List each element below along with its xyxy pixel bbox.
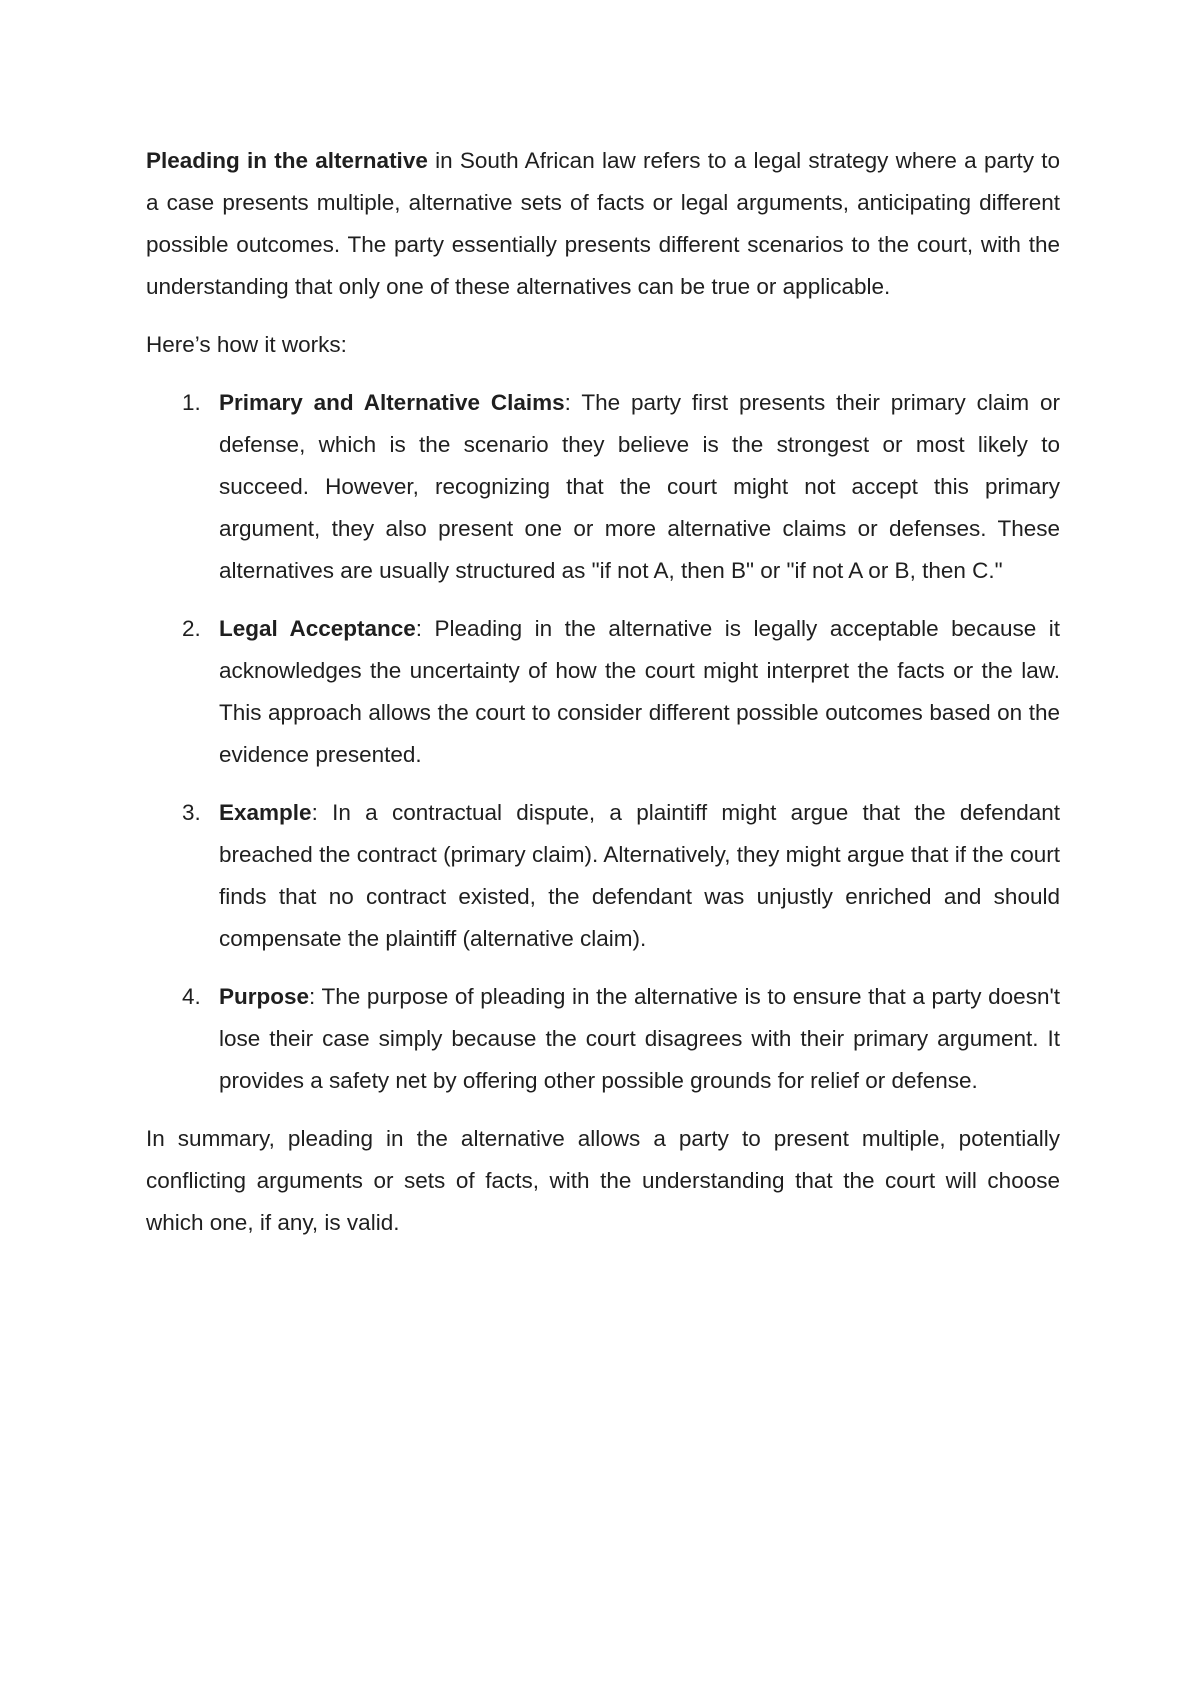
list-number: 4. (182, 984, 201, 1009)
list-number: 2. (182, 616, 201, 641)
lead-in-text: Here’s how it works: (146, 332, 347, 357)
list-item (146, 976, 1060, 1102)
list-item (146, 382, 1060, 592)
list-item-text: : Pleading in the alternative is legally acceptable because it acknowledges the uncertainty of how the court might interpret the facts or the law. This approach allows the court to consider different possible outcomes based on the evidence presented. (219, 616, 1060, 767)
list-item-term: Example (219, 800, 312, 825)
intro-paragraph (146, 140, 1060, 308)
list-item-text: : In a contractual dispute, a plaintiff might argue that the defendant breached the contract (primary claim). Alternatively, they might argue that if the court finds that no contract existed, the defendant was unjustly enriched and should compensate the plaintiff (alternative claim). (219, 800, 1060, 951)
list-item (146, 608, 1060, 776)
list-item-text: : The purpose of pleading in the alternative is to ensure that a party doesn't lose their case simply because the court disagrees with their primary argument. It provides a safety net by offering other possible grounds for relief or defense. (219, 984, 1060, 1093)
list-number: 1. (182, 390, 201, 415)
list-item-term: Legal Acceptance (219, 616, 416, 641)
list-item (146, 792, 1060, 960)
numbered-list (146, 382, 1060, 1102)
document-page (146, 140, 1060, 1244)
list-number: 3. (182, 800, 201, 825)
summary-paragraph: In summary, pleading in the alternative allows a party to present multiple, potentially conflicting arguments or sets of facts, with the understanding that the court will choose which one, if any, is valid. (146, 1126, 1060, 1235)
intro-term: Pleading in the alternative (146, 148, 428, 173)
list-item-term: Primary and Alternative Claims (219, 390, 565, 415)
intro-text: in South African law refers to a legal strategy where a party to a case presents multiple, alternative sets of facts or legal arguments, anticipating different possible outcomes. The party essentially presents different scenarios to the court, with the understanding that only one of these alternatives can be true or applicable. (146, 148, 1060, 299)
list-item-text: : The party first presents their primary claim or defense, which is the scenario they believe is the strongest or most likely to succeed. However, recognizing that the court might not accept this primary argument, they also present one or more alternative claims or defenses. These alternatives are usually structured as "if not A, then B" or "if not A or B, then C." (219, 390, 1060, 583)
list-item-term: Purpose (219, 984, 310, 1009)
